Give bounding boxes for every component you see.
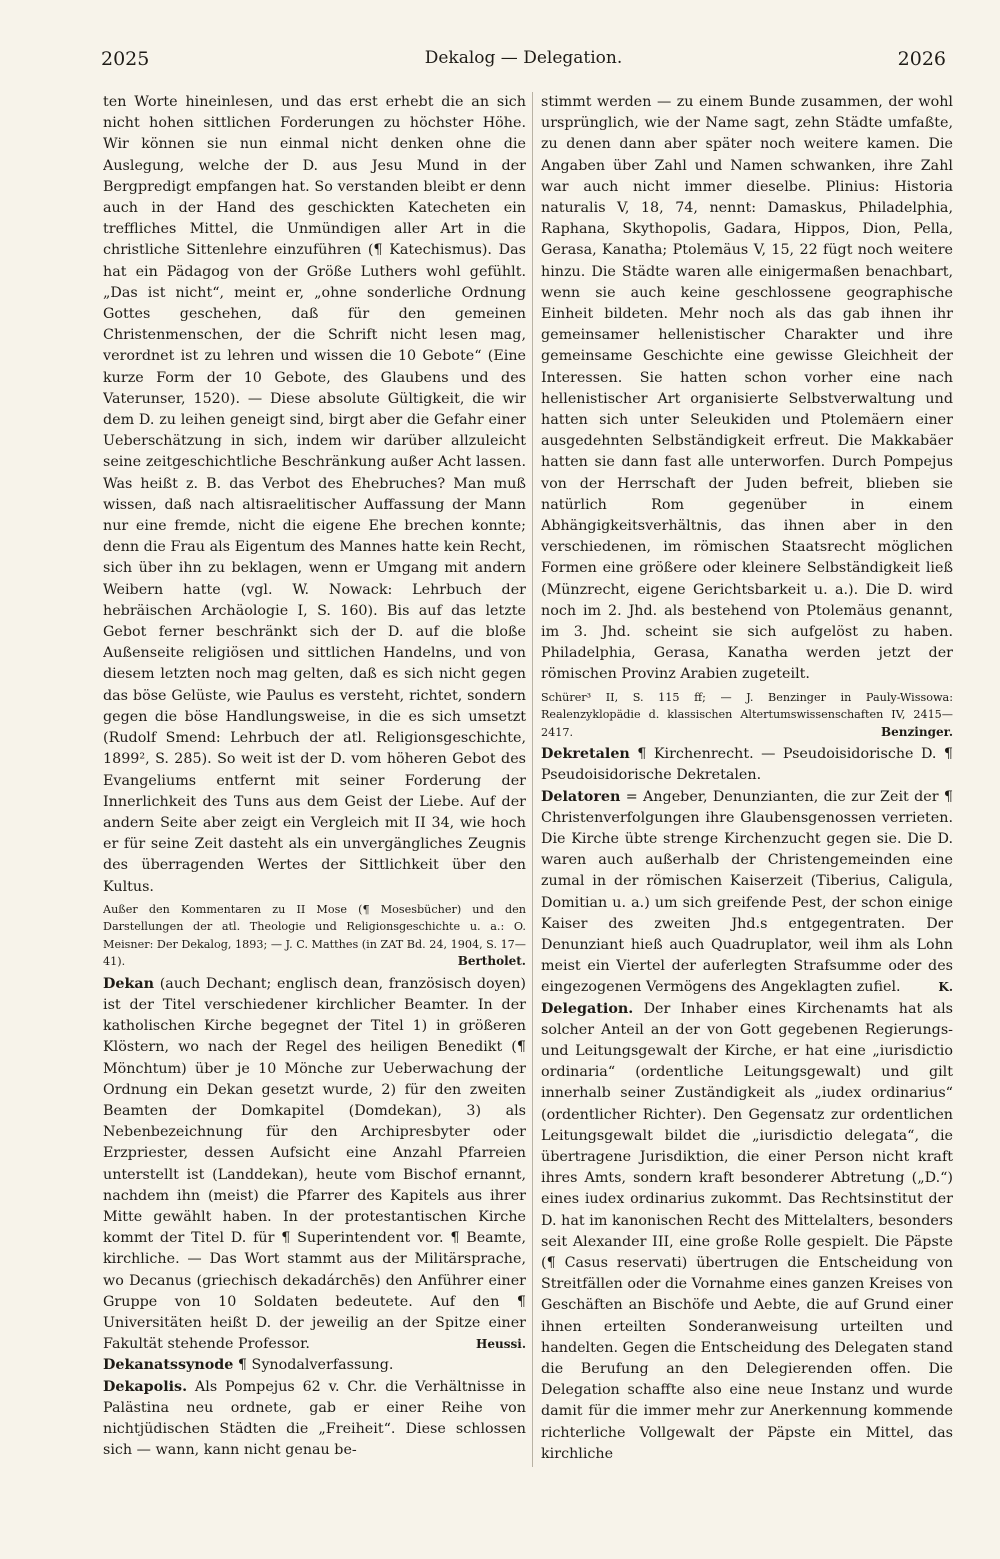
- dekapolis-continuation: stimmt werden — zu einem Bunde zusammen, der wohl ursprünglich, wie der Name sagt, zehn Städte umfaßte, zu denen dann aber später noch weitere kamen. Die Angaben über Zahl und Namen schwanken, ihre Zahl war auch nicht immer dieselbe. Plinius: Historia naturalis V, 18, 74, nennt: Damaskus, Philadelphia, Raphana, Skythopolis, Gadara, Hippos, Dion, Pella, Gerasa, Kanatha; Ptolemäus V, 15, 22 fügt noch weitere hinzu. Die Städte waren alle einigermaßen benachbart, wenn sie auch keine geschlossene geographische Einheit bildeten. Mehr noch als das gab ihnen ihr gemeinsamer hellenistischer Charakter und ihre gemeinsame Geschichte eine gewisse Gleichheit der Interessen. Sie hatten schon vorher eine nach hellenistischer Art organisierte Selbstverwaltung und hatten sich unter Seleukiden und Ptolemäern einer ausgedehnten Selbständigkeit erfreut. Die Makkabäer hatten sie dann fast alle unterworfen. Durch Pompejus von der Herrschaft der Juden befreit, blieben sie natürlich Rom gegenüber in einem Abhängigkeitsverhältnis, das ihnen aber in den verschiedenen, im römischen Staatsrecht möglichen Formen eine größere oder kleinere Selbständigkeit ließ (Münzrecht, eigene Gerichtsbarkeit u. a.). Die D. wird noch im 2. Jhd. als bestehend von Ptolemäus genannt, im 3. Jhd. scheint sie sich aufgelöst zu haben. Philadelphia, Gerasa, Kanatha werden jetzt der römischen Provinz Arabien zugeteilt.: [541, 94, 953, 683]
- dekapolis-bibliography: [541, 689, 953, 742]
- entry-headword: Dekanatssynode: [103, 1357, 234, 1374]
- entry-dekan: [103, 974, 526, 1356]
- bibliography-text: Schürer³ II, S. 115 ff; — J. Benzinger in Pauly-Wissowa: Realenzyklopädie d. klassischen Altertumswissenschaften IV, 2415—2417.: [541, 690, 953, 739]
- running-title: Dekalog — Delegation.: [424, 48, 623, 68]
- dekalog-bibliography: [103, 901, 526, 971]
- entry-dekapolis: [103, 1377, 526, 1462]
- entry-body: Der Inhaber eines Kirchenamts hat als solcher Anteil an der von Gott gegebenen Regierungs- und Leitungsgewalt der Kirche, er hat eine „iurisdictio ordinaria“ (ordentliche Leitungsgewalt) und gilt innerhalb seiner Zuständigkeit als „iudex ordinarius“ (ordentlicher Richter). Den Gegensatz zur ordentlichen Leitungsgewalt bildet die „iurisdictio delegata“, die übertragene Jurisdiktion, die einer Person nicht kraft ihres Amts, sondern kraft besonderer Abtretung („D.“) eines iudex ordinarius zukommt. Das Rechtsinstitut der D. hat im kanonischen Recht des Mittelalters, besonders seit Alexander III, eine große Rolle gespielt. Die Päpste (¶ Casus reservati) übertrugen die Entscheidung von Streitfällen oder die Vornahme eines ganzen Kreises von Geschäften an Bischöfe und Aebte, die auf Grund einer ihnen erteilten Sonderanweisung urteilten und handelten. Gegen die Entscheidung des Delegaten stand die Berufung an den Delegierenden offen. Die Delegation schaffte also eine neue Instanz und wurde damit für die immer mehr zur Anerkennung kommende richterliche Vollgewalt der Päpste ein Mittel, das kirchliche: [541, 1000, 953, 1462]
- entry-body: (auch Dechant; englisch dean, französisch doyen) ist der Titel verschiedener kirchlicher Beamter. In der katholischen Kirche begegnet der Titel 1) in größeren Klöstern, wo nach der Regel des heiligen Benedikt (¶ Mönchtum) über je 10 Mönche zur Ueberwachung der Ordnung ein Dekan gesetzt wurde, 2) für den zweiten Beamten der Domkapitel (Domdekan), 3) als Nebenbezeichnung für den Archipresbyter oder Erzpriester, dessen Aufsicht eine Anzahl Pfarreien unterstellt ist (Landdekan), heute vom Bischof ernannt, nachdem ihn (meist) die Pfarrer des Kapitels aus ihrer Mitte gewählt haben. In der protestantischen Kirche kommt der Titel D. für ¶ Superintendent vor. ¶ Beamte, kirchliche. — Das Wort stammt aus der Militärsprache, wo Decanus (griechisch dekadárchēs) den Anführer einer Gruppe von 10 Soldaten bedeutete. Auf den ¶ Universitäten heißt D. der jeweilig an der Spitze einer Fakultät stehende Professor.: [103, 975, 526, 1353]
- entry-dekanatssynode: [103, 1355, 526, 1376]
- author-signature: Bertholet.: [457, 954, 526, 969]
- entry-dekretalen: [541, 744, 953, 786]
- entry-body: = Angeber, Denunzianten, die zur Zeit der ¶ Christenverfolgungen ihre Glaubensgenossen verrieten. Die Kirche übte strenge Kirchenzucht gegen sie. Die D. waren auch außerhalb der Christengemeinden eine zumal in der römischen Kaiserzeit (Tiberius, Caligula, Domitian u. a.) um sich greifende Pest, der schon einige Kaiser des zweiten Jhd.s entgegentraten. Der Denunziant hieß auch Quadruplator, weil ihm als Lohn meist ein Viertel der auferlegten Strafsumme oder des eingezogenen Vermögens des Angeklagten zufiel.: [541, 788, 953, 996]
- page-number-right: 2026: [897, 48, 946, 70]
- dekalog-continuation: ten Worte hineinlesen, und das erst erhebt die an sich nicht hohen sittlichen Forderungen zu höchster Höhe. Wir können sie nun einmal nicht denken ohne die Auslegung, welche der D. aus Jesu Mund in der Bergpredigt empfangen hat. So verstanden bleibt er denn auch in der Hand des geschickten Katecheten ein treffliches Mittel, die Unmündigen aller Art in die christliche Sittenlehre einzuführen (¶ Katechismus). Das hat ein Pädagog von der Größe Luthers wohl gefühlt. „Das ist nicht“, meint er, „ohne sonderliche Ordnung Gottes geschehen, daß für den gemeinen Christenmenschen, der die Schrift nicht lesen mag, verordnet ist zu lehren und wissen die 10 Gebote“ (Eine kurze Form der 10 Gebote, des Glaubens und des Vaterunser, 1520). — Diese absolute Gültigkeit, die wir dem D. zu leihen geneigt sind, birgt aber die Gefahr einer Ueberschätzung in sich, indem wir darüber allzuleicht seine zeitgeschichtliche Beschränkung außer Acht lassen. Was heißt z. B. das Verbot des Ehebruches? Man muß wissen, daß nach altisraelitischer Auffassung der Mann nur eine fremde, nicht die eigene Ehe brechen konnte; denn die Frau als Eigentum des Mannes hatte kein Recht, sich über ihn zu beklagen, wenn er Umgang mit andern Weibern hatte (vgl. W. Nowack: Lehrbuch der hebräischen Archäologie I, S. 160). Bis auf das letzte Gebot ferner beschränkt sich der D. auf die bloße Außenseite religiösen und sittlichen Handelns, und von diesem letzten noch mag gelten, daß es sich nicht gegen das böse Gelüste, wie Paulus es versteht, richtet, sondern gegen die böse Handlungsweise, in die es sich umsetzt (Rudolf Smend: Lehrbuch der atl. Religionsgeschichte, 1899², S. 285). So weit ist der D. vom höheren Gebot des Evangeliums entfernt mit seiner Forderung der Innerlichkeit des Tuns aus dem Geist der Liebe. Auf der andern Seite aber zeigt ein Vergleich mit II 34, wie hoch er für seine Zeit dasteht als ein unvergängliches Zeugnis des überragenden Wertes der Sittlichkeit über den Kultus.: [103, 94, 526, 895]
- entry-headword: Delegation.: [541, 1000, 634, 1017]
- entry-delegation: [541, 999, 953, 1465]
- entry-headword: Dekan: [103, 975, 155, 992]
- entry-body: Als Pompejus 62 v. Chr. die Verhältnisse in Palästina neu ordnete, gab er einer Reihe von nichtjüdischen Städten die „Freiheit“. Diese schlossen sich — wann, kann nicht genau be-: [103, 1378, 526, 1459]
- right-column: [541, 92, 953, 1492]
- running-header: [101, 48, 946, 76]
- left-column: [103, 92, 526, 1492]
- author-signature: K.: [938, 980, 953, 995]
- bibliography-text: Außer den Kommentaren zu II Mose (¶ Mosesbücher) und den Darstellungen der atl. Theologie und Religionsgeschichte u. a.: O. Meisner: Der Dekalog, 1893; — J. C. Matthes (in ZAT Bd. 24, 1904, S. 17—41).: [103, 902, 526, 969]
- entry-headword: Delatoren: [541, 788, 621, 805]
- column-divider: [532, 92, 533, 1467]
- entry-body: ¶ Kirchenrecht. — Pseudoisidorische D. ¶ Pseudoisidorische Dekretalen.: [541, 746, 953, 784]
- entry-body: ¶ Synodalverfassung.: [237, 1357, 394, 1374]
- entry-delatoren: [541, 787, 953, 999]
- page-number-left: 2025: [101, 48, 150, 70]
- author-signature: Heussi.: [476, 1337, 526, 1352]
- entry-headword: Dekretalen: [541, 746, 630, 763]
- entry-headword: Dekapolis.: [103, 1378, 188, 1395]
- author-signature: Benzinger.: [880, 724, 953, 739]
